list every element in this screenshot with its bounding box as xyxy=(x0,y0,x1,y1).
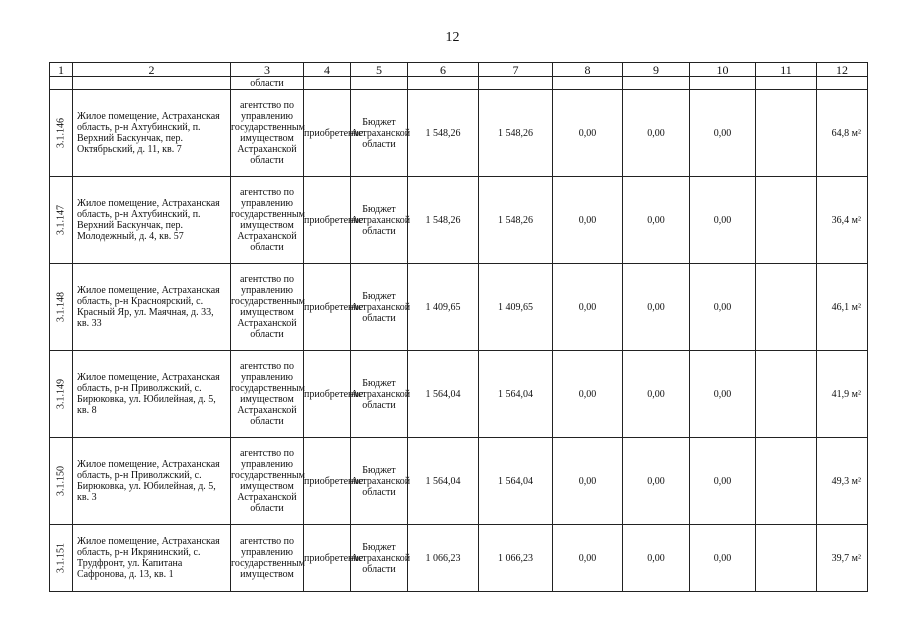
row-amount-col7: 1 548,26 xyxy=(479,177,553,264)
row-amount-col7: 1 564,04 xyxy=(479,438,553,525)
row-amount-col8: 0,00 xyxy=(553,525,623,592)
row-description: Жилое помещение, Астраханская область, р-н Ахтубинский, п. Верхний Баскунчак, пер. Молодежный, д. 4, кв. 57 xyxy=(73,177,231,264)
column-header: 7 xyxy=(479,63,553,77)
row-amount-col8: 0,00 xyxy=(553,264,623,351)
row-amount-col7: 1 564,04 xyxy=(479,351,553,438)
row-code-cell xyxy=(50,351,73,438)
row-amount-col6: 1 564,04 xyxy=(408,438,479,525)
row-acquisition-method: приобретение xyxy=(304,264,351,351)
row-amount-col8: 0,00 xyxy=(553,351,623,438)
row-amount-col9: 0,00 xyxy=(623,525,690,592)
row-amount-col7: 1 548,26 xyxy=(479,90,553,177)
row-amount-col10: 0,00 xyxy=(690,90,756,177)
row-authority: агентство по управлению государственным имуществом Астраханской области xyxy=(231,438,304,525)
table-row xyxy=(50,264,868,351)
row-description: Жилое помещение, Астраханская область, р-н Приволжский, с. Бирюковка, ул. Юбилейная, д. 5, кв. 3 xyxy=(73,438,231,525)
row-amount-col10: 0,00 xyxy=(690,177,756,264)
row-amount-col11 xyxy=(756,177,817,264)
row-amount-col9: 0,00 xyxy=(623,90,690,177)
row-amount-col10: 0,00 xyxy=(690,264,756,351)
table-row xyxy=(50,177,868,264)
column-header: 12 xyxy=(817,63,868,77)
row-code: 3.1.150 xyxy=(55,466,67,496)
row-funding-source: Бюджет Астраханской области xyxy=(351,90,408,177)
row-area: 41,9 м² xyxy=(817,351,868,438)
row-funding-source: Бюджет Астраханской области xyxy=(351,264,408,351)
row-amount-col11 xyxy=(756,264,817,351)
row-code: 3.1.148 xyxy=(55,292,67,322)
row-code: 3.1.149 xyxy=(55,379,67,409)
row-amount-col6: 1 409,65 xyxy=(408,264,479,351)
row-amount-col9: 0,00 xyxy=(623,351,690,438)
row-acquisition-method: приобретение xyxy=(304,525,351,592)
row-amount-col10: 0,00 xyxy=(690,525,756,592)
column-header: 6 xyxy=(408,63,479,77)
row-description: Жилое помещение, Астраханская область, р-н Приволжский, с. Бирюковка, ул. Юбилейная, д. 5, кв. 8 xyxy=(73,351,231,438)
table-row xyxy=(50,438,868,525)
carry-over-text: области xyxy=(231,77,304,90)
column-header: 3 xyxy=(231,63,304,77)
row-acquisition-method: приобретение xyxy=(304,351,351,438)
row-code: 3.1.146 xyxy=(55,118,67,148)
row-amount-col9: 0,00 xyxy=(623,264,690,351)
column-header: 11 xyxy=(756,63,817,77)
row-area: 36,4 м² xyxy=(817,177,868,264)
row-amount-col11 xyxy=(756,438,817,525)
row-area: 39,7 м² xyxy=(817,525,868,592)
row-amount-col6: 1 066,23 xyxy=(408,525,479,592)
column-header: 9 xyxy=(623,63,690,77)
row-description: Жилое помещение, Астраханская область, р-н Ахтубинский, п. Верхний Баскунчак, пер. Октябрьский, д. 11, кв. 7 xyxy=(73,90,231,177)
row-amount-col8: 0,00 xyxy=(553,438,623,525)
row-amount-col6: 1 548,26 xyxy=(408,177,479,264)
column-header: 4 xyxy=(304,63,351,77)
row-amount-col8: 0,00 xyxy=(553,177,623,264)
row-area: 64,8 м² xyxy=(817,90,868,177)
row-amount-col11 xyxy=(756,351,817,438)
row-amount-col7: 1 066,23 xyxy=(479,525,553,592)
row-area: 49,3 м² xyxy=(817,438,868,525)
row-code-cell xyxy=(50,90,73,177)
row-amount-col10: 0,00 xyxy=(690,438,756,525)
carry-over-row xyxy=(50,77,868,90)
row-funding-source: Бюджет Астраханской области xyxy=(351,438,408,525)
row-code-cell xyxy=(50,177,73,264)
row-authority: агентство по управлению государственным имуществом Астраханской области xyxy=(231,264,304,351)
column-header: 5 xyxy=(351,63,408,77)
row-amount-col9: 0,00 xyxy=(623,177,690,264)
table-header-row xyxy=(50,63,868,77)
row-description: Жилое помещение, Астраханская область, р-н Красноярский, с. Красный Яр, ул. Маячная, д. 33, кв. 33 xyxy=(73,264,231,351)
column-header: 1 xyxy=(50,63,73,77)
row-amount-col6: 1 564,04 xyxy=(408,351,479,438)
table-row xyxy=(50,351,868,438)
row-amount-col9: 0,00 xyxy=(623,438,690,525)
row-code: 3.1.147 xyxy=(55,205,67,235)
property-register-table xyxy=(49,62,868,592)
row-acquisition-method: приобретение xyxy=(304,177,351,264)
row-funding-source: Бюджет Астраханской области xyxy=(351,177,408,264)
row-funding-source: Бюджет Астраханской области xyxy=(351,525,408,592)
row-authority: агентство по управлению государственным имуществом Астраханской области xyxy=(231,90,304,177)
column-header: 10 xyxy=(690,63,756,77)
row-funding-source: Бюджет Астраханской области xyxy=(351,351,408,438)
row-authority: агентство по управлению государственным имуществом Астраханской области xyxy=(231,351,304,438)
row-code: 3.1.151 xyxy=(55,543,67,573)
page-number: 12 xyxy=(445,30,460,45)
row-acquisition-method: приобретение xyxy=(304,438,351,525)
row-amount-col7: 1 409,65 xyxy=(479,264,553,351)
row-authority: агентство по управлению государственным имуществом Астраханской области xyxy=(231,177,304,264)
row-authority: агентство по управлению государственным имуществом xyxy=(231,525,304,592)
row-amount-col10: 0,00 xyxy=(690,351,756,438)
column-header: 2 xyxy=(73,63,231,77)
row-code-cell xyxy=(50,264,73,351)
table-row xyxy=(50,525,868,592)
row-amount-col11 xyxy=(756,525,817,592)
row-area: 46,1 м² xyxy=(817,264,868,351)
row-amount-col11 xyxy=(756,90,817,177)
row-code-cell xyxy=(50,525,73,592)
row-code-cell xyxy=(50,438,73,525)
row-amount-col6: 1 548,26 xyxy=(408,90,479,177)
table-row xyxy=(50,90,868,177)
row-amount-col8: 0,00 xyxy=(553,90,623,177)
row-acquisition-method: приобретение xyxy=(304,90,351,177)
column-header: 8 xyxy=(553,63,623,77)
row-description: Жилое помещение, Астраханская область, р-н Икрянинский, с. Трудфронт, ул. Капитана Сафронова, д. 13, кв. 1 xyxy=(73,525,231,592)
